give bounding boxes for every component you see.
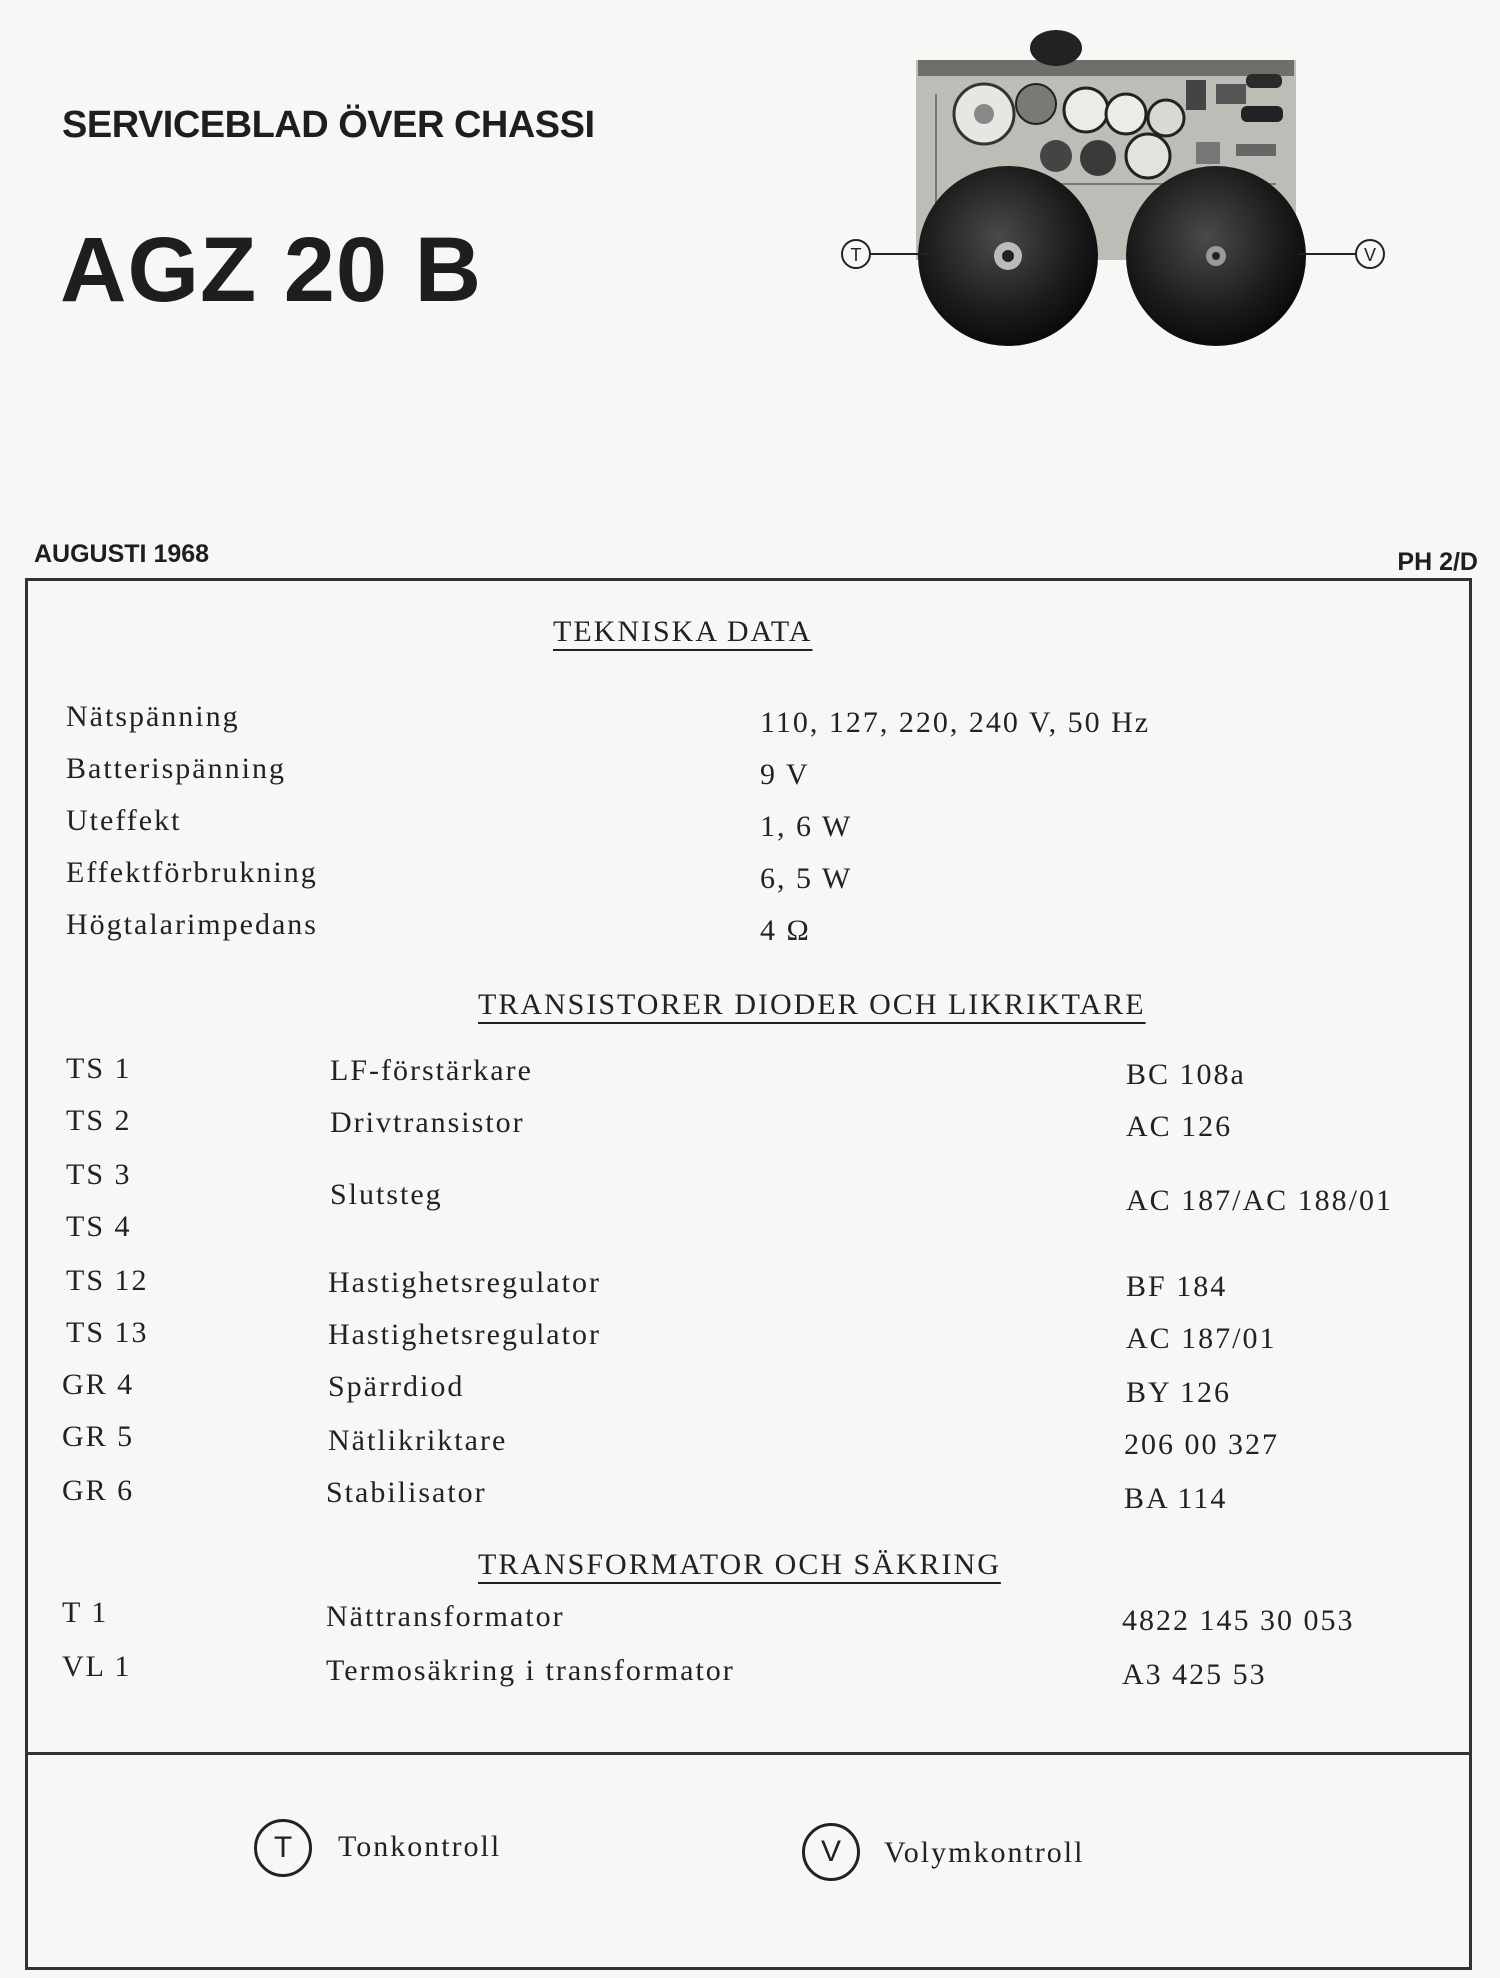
component-desc: Stabilisator: [326, 1476, 487, 1509]
component-id: TS 2: [66, 1104, 132, 1137]
component-type: A3 425 53: [1122, 1658, 1267, 1691]
tone-marker-label: T: [850, 245, 862, 265]
component-id: TS 1: [66, 1052, 132, 1085]
volume-legend-text: Volymkontroll: [884, 1836, 1085, 1869]
component-type: AC 187/01: [1126, 1322, 1277, 1355]
component-id: GR 5: [62, 1420, 135, 1453]
data-frame: [25, 578, 1472, 1970]
transformer-heading: TRANSFORMATOR OCH SÄKRING: [478, 1548, 1001, 1581]
component-desc: Slutsteg: [330, 1178, 443, 1211]
tech-label: Effektförbrukning: [66, 856, 318, 889]
tone-legend-text: Tonkontroll: [338, 1830, 502, 1863]
component-type: 206 00 327: [1124, 1428, 1279, 1461]
tech-label: Uteffekt: [66, 804, 182, 837]
tech-value: 1, 6 W: [760, 810, 853, 843]
tech-value: 9 V: [760, 758, 810, 791]
doc-title: AGZ 20 B: [60, 219, 483, 321]
component-type: AC 126: [1126, 1110, 1233, 1143]
frame-divider: [25, 1752, 1472, 1755]
tech-value: 4 Ω: [760, 914, 811, 947]
component-id: GR 6: [62, 1474, 135, 1507]
tech-value: 110, 127, 220, 240 V, 50 Hz: [760, 706, 1151, 739]
tech-label: Batterispänning: [66, 752, 286, 785]
component-type: BF 184: [1126, 1270, 1228, 1303]
component-id: TS 12: [66, 1264, 149, 1297]
tech-label: Högtalarimpedans: [66, 908, 318, 941]
component-desc: Hastighetsregulator: [328, 1318, 601, 1351]
component-id: VL 1: [62, 1650, 132, 1683]
component-desc: Hastighetsregulator: [328, 1266, 601, 1299]
component-desc: Spärrdiod: [328, 1370, 465, 1403]
volume-marker-label: V: [1363, 245, 1377, 265]
chassis-photo: [836, 24, 1396, 374]
component-id: TS 3: [66, 1158, 132, 1191]
component-id: TS 4: [66, 1210, 132, 1243]
tone-symbol: T: [254, 1819, 312, 1877]
component-desc: Termosäkring i transformator: [326, 1654, 735, 1687]
doc-subtitle: SERVICEBLAD ÖVER CHASSI: [62, 104, 595, 146]
doc-date: AUGUSTI 1968: [34, 540, 210, 568]
component-id: TS 13: [66, 1316, 149, 1349]
component-id: GR 4: [62, 1368, 135, 1401]
component-desc: Nättransformator: [326, 1600, 565, 1633]
component-type: BA 114: [1124, 1482, 1228, 1515]
component-type: AC 187/AC 188/01: [1126, 1184, 1394, 1217]
tech-value: 6, 5 W: [760, 862, 853, 895]
volume-symbol: V: [802, 1823, 860, 1881]
component-type: 4822 145 30 053: [1122, 1604, 1355, 1637]
tech-label: Nätspänning: [66, 700, 240, 733]
component-type: BY 126: [1126, 1376, 1232, 1409]
component-id: T 1: [62, 1596, 109, 1629]
component-desc: Drivtransistor: [330, 1106, 525, 1139]
component-type: BC 108a: [1126, 1058, 1246, 1091]
doc-reference: PH 2/D: [1397, 548, 1478, 576]
component-desc: LF-förstärkare: [330, 1054, 533, 1087]
component-desc: Nätlikriktare: [328, 1424, 508, 1457]
transistors-heading: TRANSISTORER DIODER OCH LIKRIKTARE: [478, 988, 1146, 1021]
tech-heading: TEKNISKA DATA: [553, 615, 813, 648]
